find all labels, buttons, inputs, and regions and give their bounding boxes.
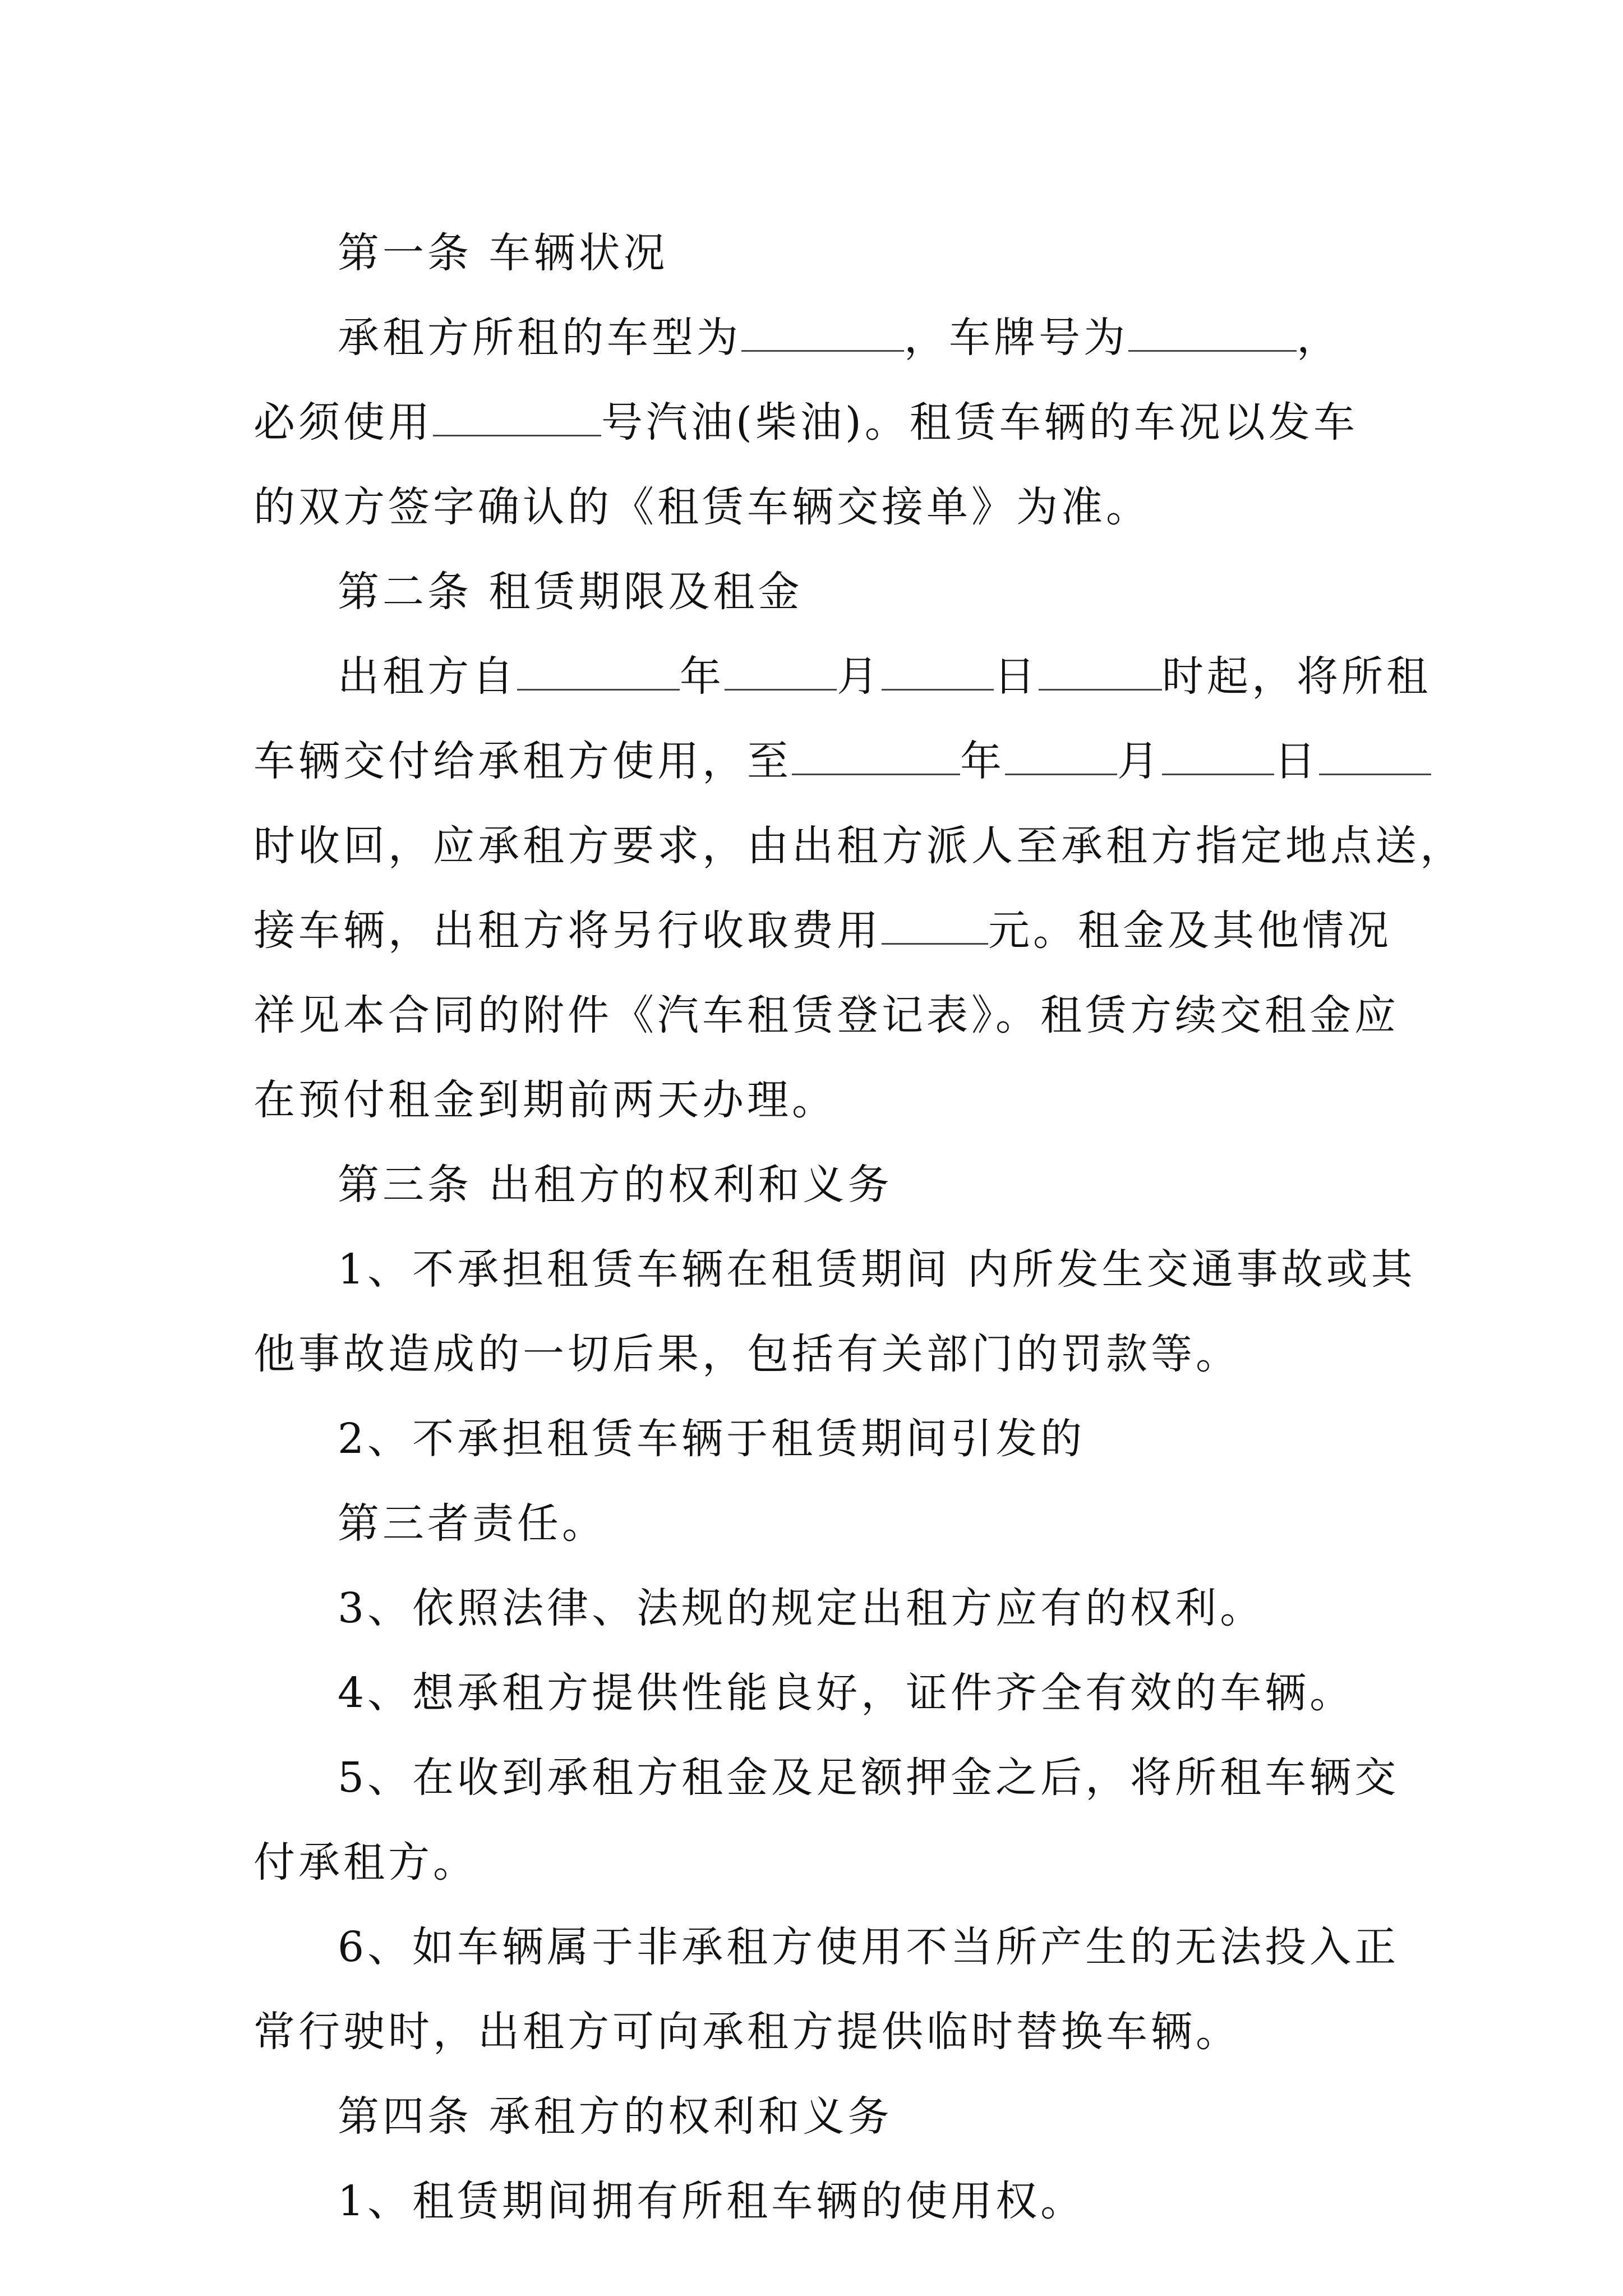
blank-end-hour	[1319, 734, 1431, 775]
article3-heading	[253, 1143, 1392, 1227]
text-span: 他事故造成的一切后果，包括有关部门的罚款等。	[253, 1330, 1241, 1378]
article1-heading	[253, 211, 1392, 296]
blank-start-month	[725, 650, 837, 691]
article2-heading	[253, 550, 1392, 634]
blank-end-month	[1005, 734, 1117, 775]
text-span: 时起，将所租	[1162, 652, 1431, 701]
article2-line2	[253, 719, 1392, 804]
text-span: 祥见本合同的附件《汽车租赁登记表》。租赁方续交租金应	[253, 991, 1399, 1039]
article2-line5	[253, 973, 1399, 1058]
text-span: 日	[1274, 737, 1319, 785]
article3-item5-line1	[253, 1736, 1400, 1820]
article2-line4	[253, 889, 1392, 973]
text-span: 1、租赁期间拥有所租车辆的使用权。	[338, 2177, 1086, 2225]
article3-item3	[253, 1566, 1392, 1651]
text-span: 在预付租金到期前两天办理。	[253, 1076, 837, 1124]
text-span: 承租方所租的车型为	[338, 314, 741, 362]
text-span: 月	[837, 652, 882, 701]
heading-text: 第一条 车辆状况	[338, 229, 668, 277]
text-span: 接车辆，出租方将另行收取费用	[253, 907, 882, 955]
heading-text: 第三条 出租方的权利和义务	[338, 1161, 893, 1209]
article3-item6-line1	[253, 1905, 1400, 1990]
blank-vehicle-model	[741, 311, 904, 352]
article3-item5-line2	[253, 1820, 1392, 1905]
text-span: 年	[680, 652, 725, 701]
article3-item1-line2	[253, 1312, 1392, 1397]
heading-text: 第四条 承租方的权利和义务	[338, 2092, 893, 2141]
article1-line3	[253, 465, 1392, 550]
article3-item4	[253, 1651, 1392, 1736]
article3-item2-line2	[253, 1481, 1392, 1566]
blank-start-hour	[1039, 650, 1162, 691]
blank-fuel-grade	[433, 395, 601, 436]
article1-line2	[253, 380, 1392, 465]
text-span: 时收回，应承租方要求，由出租方派人至承租方指定地点送，	[253, 822, 1465, 870]
article2-line1	[253, 634, 1431, 719]
text-span: 号汽油(柴油)。租赁车辆的车况以发车	[601, 398, 1358, 447]
article4-heading	[253, 2074, 1392, 2159]
article3-item6-line2	[253, 1990, 1392, 2074]
blank-plate-number	[1128, 311, 1297, 352]
text-span: 出租方自	[338, 652, 517, 701]
blank-end-day	[1162, 734, 1274, 775]
text-span: 付承租方。	[253, 1838, 478, 1887]
text-span: 元。租金及其他情况	[988, 907, 1392, 955]
text-span: 4、想承租方提供性能良好，证件齐全有效的车辆。	[338, 1669, 1355, 1717]
article2-line6	[253, 1058, 1392, 1143]
blank-delivery-fee	[882, 904, 988, 945]
text-span: 6、如车辆属于非承租方使用不当所产生的无法投入正	[338, 1923, 1400, 1971]
blank-start-year	[517, 650, 680, 691]
text-span: ，	[1297, 314, 1341, 362]
blank-start-day	[882, 650, 994, 691]
document-body	[253, 211, 1465, 2244]
text-span: 第三者责任。	[338, 1499, 607, 1548]
article1-line1	[253, 296, 1392, 380]
blank-end-year	[792, 734, 960, 775]
text-span: 车辆交付给承租方使用，至	[253, 737, 792, 785]
article2-line3	[253, 804, 1465, 889]
article3-item1-line1	[253, 1227, 1416, 1312]
text-span: 必须使用	[253, 398, 433, 447]
heading-text: 第二条 租赁期限及租金	[338, 568, 803, 616]
text-span: 常行驶时，出租方可向承租方提供临时替换车辆。	[253, 2008, 1241, 2056]
article4-item1	[253, 2159, 1392, 2244]
text-span: 日	[994, 652, 1039, 701]
text-span: 1、不承担租赁车辆在租赁期间 内所发生交通事故或其	[338, 1245, 1416, 1294]
text-span: 的双方签字确认的《租赁车辆交接单》为准。	[253, 483, 1151, 531]
text-span: ，车牌号为	[904, 314, 1128, 362]
text-span: 3、依照法律、法规的规定出租方应有的权利。	[338, 1584, 1265, 1632]
article3-item2-line1	[253, 1397, 1392, 1481]
text-span: 月	[1117, 737, 1162, 785]
text-span: 5、在收到承租方租金及足额押金之后，将所租车辆交	[338, 1754, 1400, 1802]
text-span: 年	[960, 737, 1005, 785]
text-span: 2、不承担租赁车辆于租赁期间引发的	[338, 1415, 1086, 1463]
